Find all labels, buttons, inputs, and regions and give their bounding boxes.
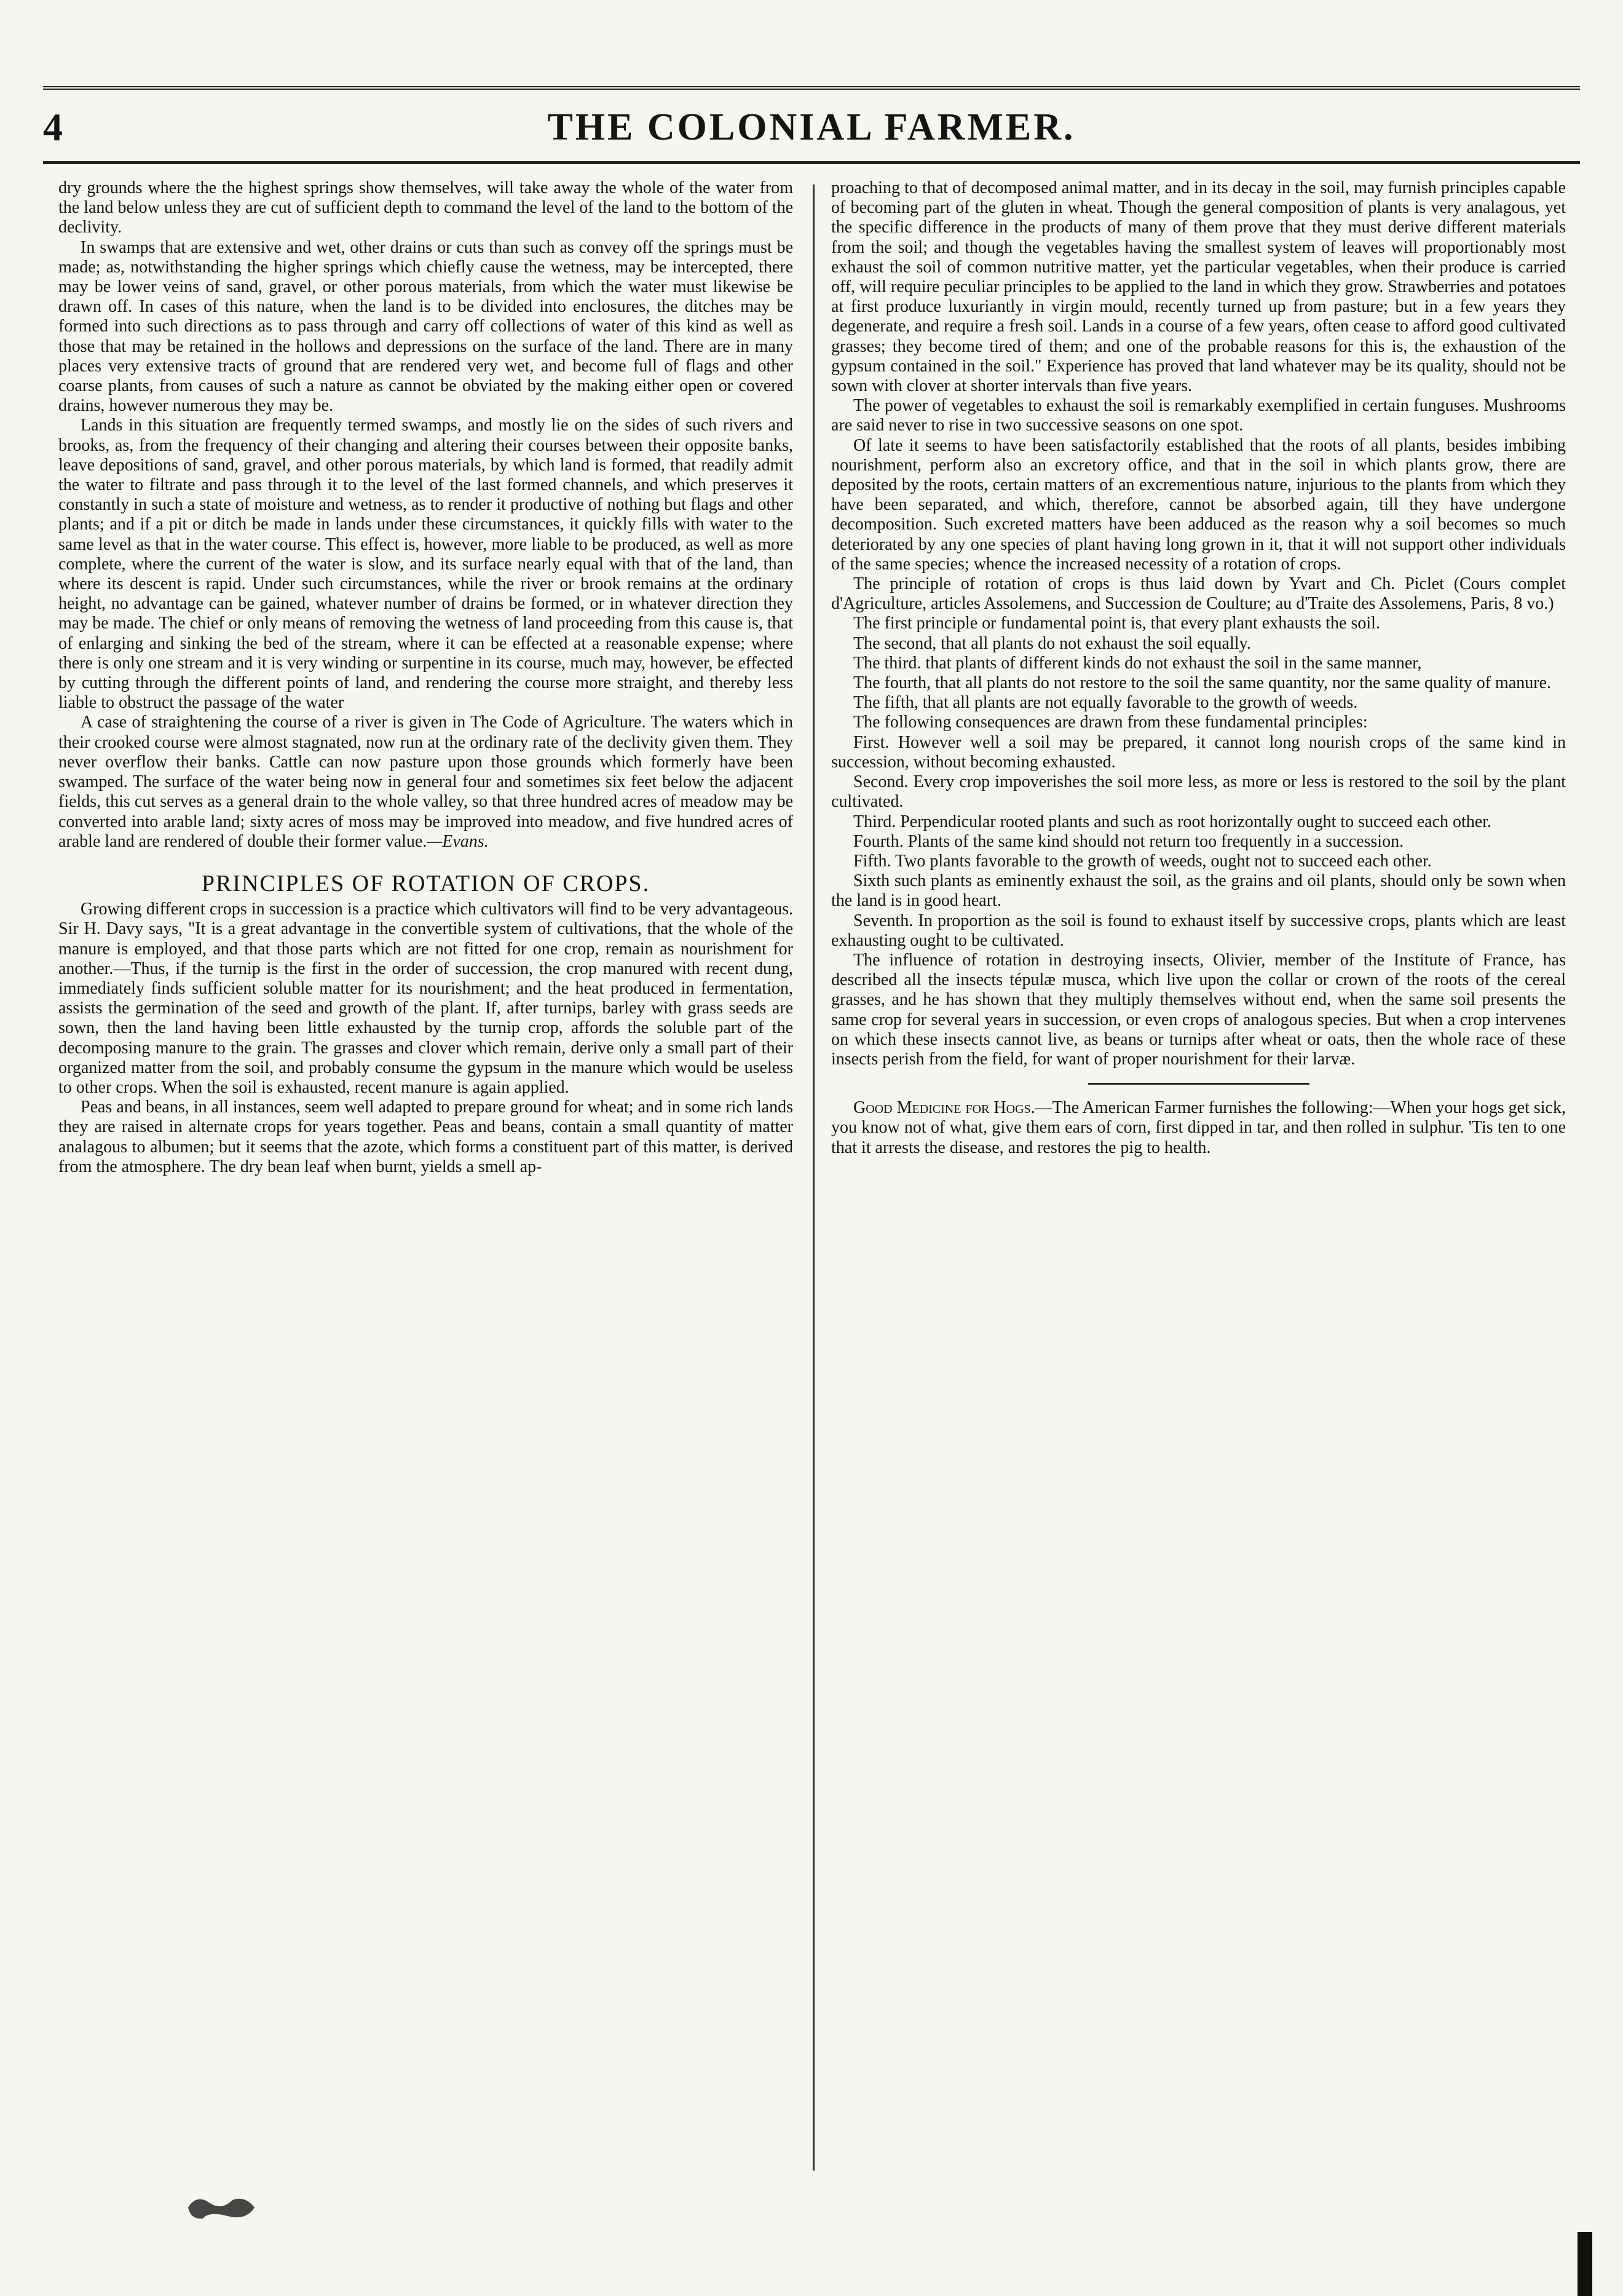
news-item-title: Good Medicine for Hogs. — [853, 1098, 1035, 1118]
right-column — [831, 178, 1566, 1158]
article-paragraph — [58, 713, 793, 851]
top-rule — [43, 86, 1580, 90]
page-header — [43, 98, 1580, 160]
news-item-text: —The American Farmer furnishes the following:—When your hogs get sick, you know not of what, give them ears of corn, first dipped in tar, and then rolled in sulphur. 'Tis ten to one that it arrests the disease, and restores the pig to health. — [831, 1098, 1566, 1157]
article-paragraph: Peas and beans, in all instances, seem well adapted to prepare ground for wheat; and in some rich lands they are raised in alternate crops for years together. Peas and beans, contain a small quantity of matter analagous to albumen; but it seems that the azote, which forms a constituent part of this matter, is derived from the atmosphere. The dry bean leaf when burnt, yields a smell ap- — [58, 1098, 793, 1176]
article-paragraph: Lands in this situation are frequently termed swamps, and mostly lie on the sides of such rivers and brooks, as, from the frequency of their changing and altering their courses between their opposite banks, leave depositions of sand, gravel, and other porous materials, by which land is formed, that readily admit the water to filtrate and pass through it to the level of the last formed channels, and which preserves it constantly in such a state of moisture and wetness, as to render it productive of nothing but flags and other plants; and if a pit or ditch be made in lands under these circumstances, it quickly fills with water to the same level as that in the water course. This effect is, however, more liable to be produced, as well as more complete, where the current of the water is slow, and its surface nearly equal with that of the land, than where its descent is rapid. Under such circumstances, while the river or brook remains at the ordinary height, no advantage can be gained, whatever number of drains be formed, or in whatever direction they may be made. The chief or only means of removing the wetness of land proceeding from this cause is, that of enlarging and sinking the bed of the stream, where it can be effected at a reasonable expense; where there is only one stream and it is very winding or surpentine in its course, much may, however, be effected by cutting through the different points of land, and rendering the course more straight, and thereby less liable to obstruct the passage of the water — [58, 416, 793, 713]
masthead-title: THE COLONIAL FARMER. — [547, 106, 1076, 148]
page-number: 4 — [43, 105, 63, 149]
article-paragraph: The following consequences are drawn from these fundamental principles: — [853, 713, 1368, 732]
article-paragraph: Fourth. Plants of the same kind should not return too frequently in a succession. — [853, 831, 1404, 851]
article-paragraph: The principle of rotation of crops is thus laid down by Yvart and Ch. Piclet (Cours complet d'Agriculture, articles Assolemens, and Succession de Coulture; au d'Traite des Assolemens, Paris, 8 vo.) — [831, 574, 1566, 614]
article-paragraph: The power of vegetables to exhaust the soil is remarkably exemplified in certain funguses. Mushrooms are said never to rise in two successive seasons on one spot. — [831, 396, 1566, 435]
article-paragraph: First. However well a soil may be prepared, it cannot long nourish crops of the same kind in succession, without becoming exhausted. — [831, 732, 1566, 772]
article-paragraph: Fifth. Two plants favorable to the growth of weeds, ought not to succeed each other. — [853, 851, 1432, 871]
article-paragraph: dry grounds where the the highest springs show themselves, will take away the whole of the water from the land below unless they are cut of sufficient depth to command the level of the land to the bottom of the declivity. — [58, 178, 793, 237]
article-paragraph: The first principle or fundamental point is, that every plant exhausts the soil. — [853, 614, 1380, 633]
article-paragraph: Of late it seems to have been satisfactorily established that the roots of all plants, besides imbibing nourishment, perform also an excretory office, and that in the soil in which plants grow, there are deposited by the roots, certain matters of an excrementious nature, injurious to the plants from which they have been separated, and which, therefore, cannot be absorbed again, till they have undergone decomposition. Such excreted matters have been adduced as the reason why a soil becomes so much deteriorated by any one species of plant having long grown in it, that it will not support other individuals of the same species; whence the increased necessity of a rotation of crops. — [831, 435, 1566, 574]
article-paragraph: The fourth, that all plants do not restore to the soil the same quantity, nor the same quality of manure. — [853, 673, 1552, 693]
article-paragraph: Seventh. In proportion as the soil is found to exhaust itself by successive crops, plants which are least exhausting ought to be cultivated. — [831, 911, 1566, 950]
edge-mark — [1578, 2232, 1592, 2296]
article-paragraph: The second, that all plants do not exhaust the soil equally. — [853, 633, 1251, 653]
article-paragraph: The fifth, that all plants are not equally favorable to the growth of weeds. — [853, 693, 1358, 713]
article-paragraph: In swamps that are extensive and wet, other drains or cuts than such as convey off the springs must be made; as, notwithstanding the higher springs which chiefly cause the wetness, may be intercepted, there may be lower veins of sand, gravel, or other porous materials, from which the water must likewise be drawn off. In cases of this nature, when the land is to be divided into enclosures, the ditches may be formed into such directions as to pass through and carry off collections of water of this kind as well as those that may be retained in the hollows and depressions on the surface of the land. There are in many places very extensive tracts of ground that are rendered very wet, and become full of flags and other coarse plants, from causes of such a nature as cannot be obviated by the making either open or covered drains, however numerous they may be. — [58, 237, 793, 416]
article-paragraph: The third. that plants of different kinds do not exhaust the soil in the same manner, — [853, 653, 1422, 673]
article-paragraph: The influence of rotation in destroying insects, Olivier, member of the Institute of France, has described all the insects tépulæ musca, which live upon the collar or crown of the roots of the cereal grasses, and he has shown that they multiply themselves without end, when the same soil presents the same crop for several years in succession, or even crops of analogous species. But when a crop intervenes on which these insects cannot live, as beans or turnips after wheat or oats, then the whole race of these insects perish from the field, for want of proper nourishment for their larvæ. — [831, 950, 1566, 1069]
left-column — [58, 178, 793, 1177]
header-rule — [43, 161, 1580, 164]
column-divider — [813, 184, 815, 2171]
news-item — [831, 1098, 1566, 1158]
article-paragraph-text: A case of straightening the course of a river is given in The Code of Agriculture. The waters which in their crooked course were almost stagnated, now run at the ordinary rate of the declivity given them. They never overflow their banks. Cattle can now pasture upon those grounds which formerly have been swamped. The surface of the water being now in general four and sometimes six feet below the adjacent fields, this cut serves as a general drain to the whole valley, so that three hundred acres of meadow may be converted into arable land; sixty acres of moss may be improved into meadow, and five hundred acres of arable land are rendered of double their former value. — [58, 713, 793, 851]
article-paragraph: Third. Perpendicular rooted plants and such as root horizontally ought to succeed each other. — [853, 812, 1492, 831]
article-paragraph: proaching to that of decomposed animal matter, and in its decay in the soil, may furnish principles capable of becoming part of the gluten in wheat. Though the general composition of plants is very analagous, yet the specific difference in the products of many of them prove that they must derive different materials from the soil; and though the vegetables having the smallest system of leaves will proportionably most exhaust the soil of common nutritive matter, yet the particular vegetables, when their produce is carried off, will require peculiar principles to be applied to the land in which they grow. Strawberries and potatoes at first produce luxuriantly in virgin mould, recently turned up from pasture; but in a few years they degenerate, and require a fresh soil. Lands in a course of a few years, often cease to afford good cultivated grasses; they become tired of them; and one of the probable reasons for this is, the exhaustion of the gypsum contained in the soil." Experience has proved that land whatever may be its quality, should not be sown with clover at shorter intervals than five years. — [831, 178, 1566, 396]
article-paragraph: Sixth such plants as eminently exhaust the soil, as the grains and oil plants, should only be sown when the land is in good heart. — [831, 871, 1566, 911]
ink-blot-mark — [184, 2189, 258, 2226]
author-signature: —Evans. — [427, 831, 489, 851]
article-paragraph: Growing different crops in succession is a practice which cultivators will find to be very advantageous. Sir H. Davy says, "It is a great advantage in the convertible system of cultivations, that the whole of the manure is employed, and that those parts which are not fitted for one crop, remain as nourishment for another.—Thus, if the turnip is the first in the order of succession, the crop manured with recent dung, immediately finds sufficient soluble matter for its nourishment; and the heat produced in fermentation, assists the germination of the seed and growth of the plant. If, after turnips, barley with grass seeds are sown, then the land having been little exhausted by the turnip crop, affords the soluble part of the decomposing manure to the grain. The grasses and clover which remain, derive only a small part of their organized matter from the soil, and probably consume the gypsum in the manure which would be useless to other crops. When the soil is exhausted, recent manure is again applied. — [58, 900, 793, 1097]
section-separator — [1088, 1083, 1309, 1085]
article-paragraph: Second. Every crop impoverishes the soil more less, as more or less is restored to the soil by the plant cultivated. — [831, 772, 1566, 812]
section-title: PRINCIPLES OF ROTATION OF CROPS. — [201, 870, 650, 897]
